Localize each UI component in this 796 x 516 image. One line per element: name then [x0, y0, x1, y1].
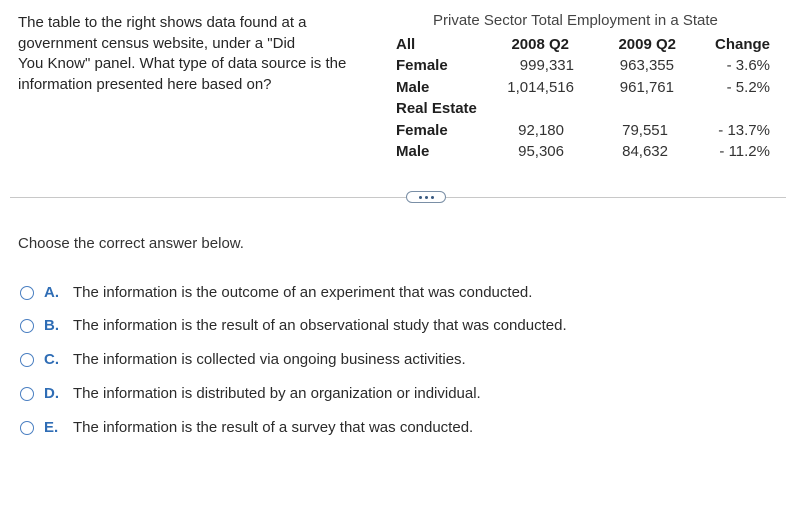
cell-2009: 961,761: [619, 79, 674, 96]
section-divider: [10, 197, 786, 198]
cell-2008: 92,180: [518, 122, 564, 139]
radio-button-icon[interactable]: [20, 319, 34, 333]
option-text: The information is collected via ongoing business activities.: [73, 351, 466, 368]
cell-change: - 5.2%: [726, 79, 770, 96]
cell-2009: 963,355: [619, 57, 674, 74]
table-row: [396, 143, 786, 164]
table-row: [396, 57, 786, 78]
radio-button-icon[interactable]: [20, 387, 34, 401]
ellipsis-icon: [419, 196, 422, 199]
cell-2009: 79,551: [622, 122, 668, 139]
row-label: Male: [396, 79, 430, 96]
expand-more-button[interactable]: [406, 191, 446, 203]
radio-button-icon[interactable]: [20, 421, 34, 435]
option-d[interactable]: [20, 385, 720, 407]
cell-change: - 13.7%: [718, 122, 770, 139]
table-title: Private Sector Total Employment in a State: [433, 12, 718, 29]
option-a[interactable]: [20, 284, 720, 306]
option-text: The information is the outcome of an experiment that was conducted.: [73, 284, 533, 301]
cell-change: - 11.2%: [719, 143, 770, 160]
option-letter: E.: [44, 419, 59, 436]
row-label: Male: [396, 143, 430, 160]
answer-instruction: Choose the correct answer below.: [18, 235, 244, 252]
section-label: Real Estate: [396, 100, 477, 117]
radio-button-icon[interactable]: [20, 286, 34, 300]
option-text: The information is the result of an observational study that was conducted.: [73, 317, 567, 334]
row-label: Female: [396, 122, 448, 139]
option-b[interactable]: [20, 317, 720, 339]
option-letter: B.: [44, 317, 59, 334]
cell-2009: 84,632: [622, 143, 668, 160]
table-section-row: [396, 100, 786, 121]
ellipsis-icon: [431, 196, 434, 199]
header-2008: 2008 Q2: [511, 36, 569, 53]
cell-2008: 1,014,516: [507, 79, 574, 96]
row-label: Female: [396, 57, 448, 74]
header-change: Change: [714, 36, 770, 53]
header-all-label: All: [396, 36, 416, 53]
prompt-line: government census website, under a "Did: [18, 34, 296, 52]
option-text: The information is distributed by an organization or individual.: [73, 385, 481, 402]
prompt-line: information presented here based on?: [18, 75, 272, 93]
option-letter: C.: [44, 351, 59, 368]
option-e[interactable]: [20, 419, 720, 441]
option-c[interactable]: [20, 351, 720, 373]
cell-2008: 999,331: [519, 57, 574, 74]
question-prompt: [18, 13, 390, 95]
table-row: [396, 122, 786, 143]
table-row: [396, 79, 786, 100]
option-letter: A.: [44, 284, 59, 301]
cell-change: - 3.6%: [726, 57, 770, 74]
table-header-row: [396, 36, 786, 57]
header-2009: 2009 Q2: [618, 36, 676, 53]
ellipsis-icon: [425, 196, 428, 199]
cell-2008: 95,306: [518, 143, 564, 160]
option-text: The information is the result of a survey that was conducted.: [73, 419, 474, 436]
prompt-line: You Know" panel. What type of data source is the: [18, 55, 347, 72]
prompt-line: The table to the right shows data found at a: [18, 14, 307, 31]
radio-button-icon[interactable]: [20, 353, 34, 367]
option-letter: D.: [44, 385, 59, 402]
